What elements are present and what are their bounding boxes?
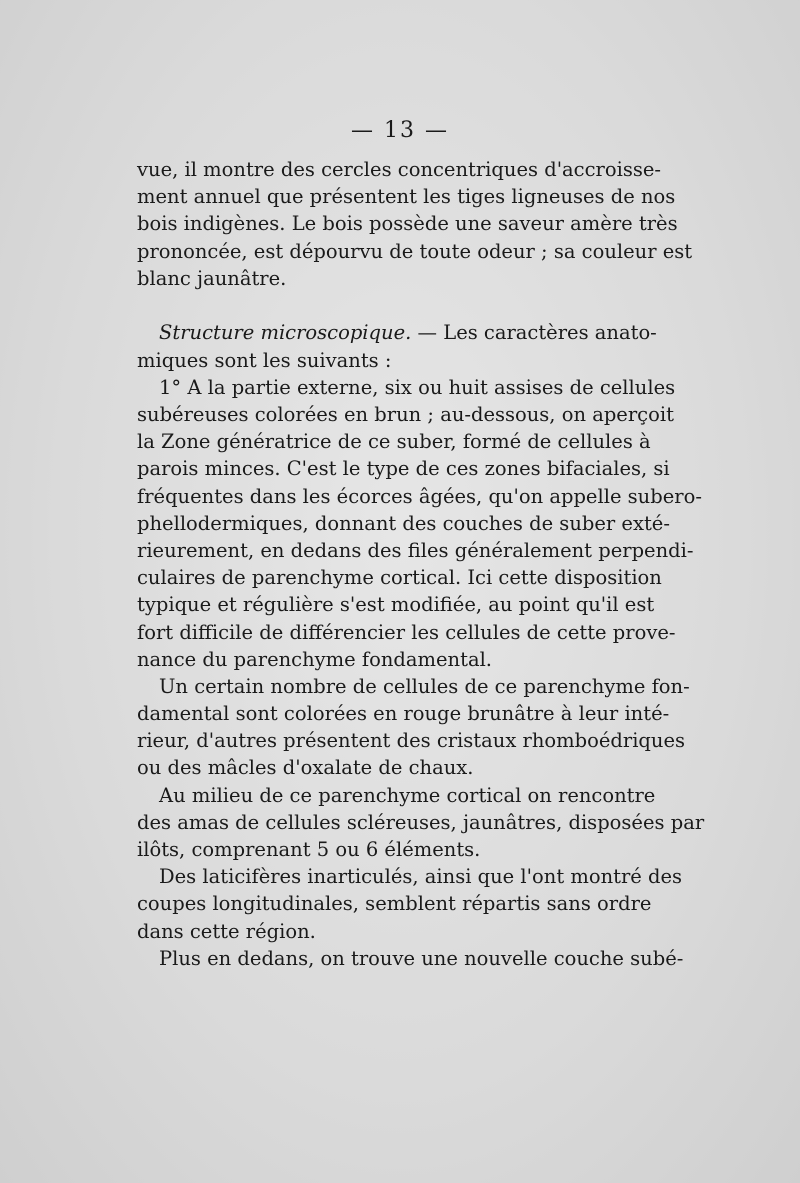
text-line: miques sont les suivants : — [137, 348, 392, 372]
text-line: bois indigènes. Le bois possède une saveur amère très — [137, 212, 678, 236]
text-line: ou des mâcles d'oxalate de chaux. — [137, 756, 474, 780]
text-line: blanc jaunâtre. — [137, 266, 287, 290]
text-line: rieurement, en dedans des files généralement perpendi- — [137, 538, 694, 562]
text-line: ment annuel que présentent les tiges ligneuses de nos — [137, 185, 676, 209]
paragraph-spacer — [137, 292, 615, 320]
text-line: la Zone génératrice de ce suber, formé de cellules à — [137, 430, 651, 454]
section-heading: Structure microscopique. — [159, 321, 412, 345]
page-number: — 13 — — [351, 118, 449, 143]
text-line: prononcée, est dépourvu de toute odeur ; sa couleur est — [137, 239, 693, 263]
section-heading-line — [137, 319, 657, 346]
text-line: rieur, d'autres présentent des cristaux rhomboédriques — [137, 729, 686, 753]
text-line: Des laticifères inarticulés, ainsi que l'ont montré des — [159, 865, 683, 889]
text-line: phellodermiques, donnant des couches de suber exté- — [137, 511, 670, 535]
text-line: parois minces. C'est le type de ces zones bifaciales, si — [137, 457, 670, 481]
text-line: dans cette région. — [137, 919, 316, 943]
text-line: damental sont colorées en rouge brunâtre à leur inté- — [137, 702, 670, 726]
section-heading-rest: — Les caractères anato- — [411, 321, 657, 345]
text-line: fort difficile de différencier les cellules de cette prove- — [137, 620, 676, 644]
text-line: fréquentes dans les écorces âgées, qu'on appelle subero- — [137, 484, 702, 508]
text-line: Plus en dedans, on trouve une nouvelle couche subé- — [159, 946, 684, 970]
text-line: Au milieu de ce parenchyme cortical on rencontre — [159, 783, 656, 807]
text-line: coupes longitudinales, semblent répartis sans ordre — [137, 892, 652, 916]
text-line: vue, il montre des cercles concentriques d'accroisse- — [137, 158, 661, 181]
text-line: ilôts, comprenant 5 ou 6 éléments. — [137, 838, 481, 861]
text-line: 1° A la partie externe, six ou huit assises de cellules — [159, 375, 676, 399]
body-text — [137, 156, 705, 972]
text-line: des amas de cellules scléreuses, jaunâtres, disposées par — [137, 810, 705, 834]
text-line: nance du parenchyme fondamental. — [137, 647, 493, 671]
text-line: typique et régulière s'est modifiée, au point qu'il est — [137, 593, 655, 617]
text-line: Un certain nombre de cellules de ce parenchyme fon- — [159, 674, 690, 698]
text-line: culaires de parenchyme cortical. Ici cette disposition — [137, 566, 662, 590]
text-line: subéreuses colorées en brun ; au-dessous, on aperçoit — [137, 403, 674, 426]
